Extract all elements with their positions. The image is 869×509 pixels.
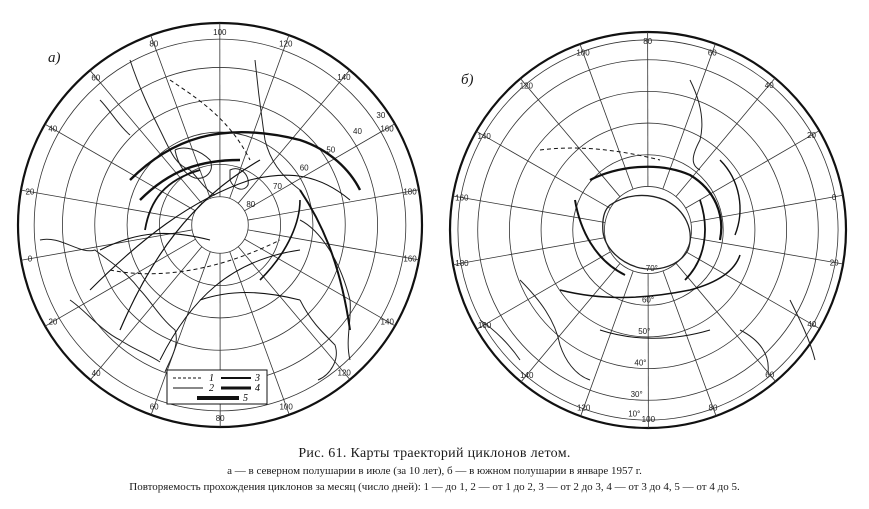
map-b-latitude-label: 70° [645, 264, 658, 274]
meridian-line [686, 252, 820, 329]
map-b-longitude-label: 100 [576, 48, 590, 58]
map-b-longitude-label: 60 [707, 48, 717, 58]
map-b-longitude-label: 180 [455, 259, 469, 269]
map-a-coastlines [40, 60, 350, 380]
map-a-longitude-label: 20 [48, 317, 58, 327]
meridian-line [453, 193, 605, 223]
map-a-longitude-label: 40 [91, 368, 101, 378]
map-b-latitude-label: 30° [630, 390, 643, 400]
legend-label-4: 4 [255, 383, 260, 394]
map-b-longitude-label: 140 [477, 131, 491, 141]
map-b-longitude-label: 20 [807, 131, 816, 141]
meridian-line [151, 35, 211, 198]
meridian-line [520, 79, 619, 197]
meridian-line [686, 131, 820, 208]
meridian-line [676, 78, 775, 196]
map-b-longitude-label: 40 [764, 80, 774, 90]
map-b-latitude-label: 50° [638, 327, 651, 337]
map-a-longitude-label: 80 [149, 39, 159, 49]
map-a-longitude-label: 80 [215, 413, 225, 423]
map-b-longitude-label: 120 [577, 403, 591, 413]
map-a-longitude-label: 100 [279, 402, 293, 412]
map-b [450, 32, 846, 428]
map-a-latitude-label: 60 [299, 163, 309, 173]
map-b-longitude-label: 100 [641, 414, 656, 424]
figure-caption-line-1: а — в северном полушарии в июле (за 10 лет), б — в южном полушарии в январе 1957 г. [227, 465, 642, 477]
legend-label-5: 5 [243, 393, 248, 404]
map-a-longitude-label: 160 [403, 254, 417, 264]
panel-label-a: а) [48, 50, 61, 66]
legend-label-3: 3 [255, 373, 260, 384]
map-b-longitude-label: 40 [807, 320, 817, 330]
meridian-line [691, 237, 843, 264]
legend-label-2: 2 [209, 383, 214, 394]
meridian-line [477, 252, 611, 329]
meridian-line [676, 263, 775, 381]
map-b-longitude-label: 20 [829, 258, 839, 268]
meridian-line [238, 247, 350, 380]
meridian-line [90, 247, 202, 380]
meridian-line [476, 131, 610, 208]
legend-label-1: 1 [209, 373, 214, 384]
meridian-line [90, 70, 202, 203]
panel-label-b: б) [461, 72, 474, 88]
map-b-longitude-label: 120 [519, 81, 533, 91]
map-a-latitude-label: 70 [273, 181, 282, 191]
map-a-longitude-label: 100 [213, 28, 227, 38]
map-a-longitude-label: 140 [380, 317, 394, 327]
map-a [18, 23, 422, 427]
figure-caption-title: Рис. 61. Карты траекторий циклонов летом. [298, 446, 571, 461]
map-a-longitude-label: 160 [380, 124, 394, 134]
map-a-longitude-labels [25, 28, 417, 423]
map-b-latitude-label: 10° [628, 409, 641, 419]
map-a-latitude-label: 40 [353, 127, 362, 137]
map-a-longitude-label: 0 [27, 254, 33, 264]
map-a-longitude-label: 60 [149, 402, 159, 412]
map-a-longitude-label: 120 [337, 368, 351, 378]
map-a-longitude-label: 180 [403, 187, 417, 197]
meridian-line [521, 263, 620, 381]
map-b-longitude-label: 160 [455, 193, 469, 203]
legend [167, 370, 267, 404]
figure-caption-line-2: Повторяемость прохождения циклонов за месяц (число дней): 1 — до 1, 2 — от 1 до 2, 3 — от 2 до 3, 4 — от 3 до 4, 5 — от 4 до 5. [129, 481, 740, 493]
map-a-longitude-label: 20 [25, 187, 35, 197]
map-a-latitude-labels [246, 111, 385, 209]
map-a-latitude-label: 50 [326, 145, 336, 155]
map-a-longitude-label: 140 [337, 73, 351, 83]
map-b-longitude-label: 0 [831, 192, 837, 202]
meridian-line [238, 70, 350, 203]
map-b-latitude-label: 40° [634, 358, 647, 368]
meridian-line [453, 238, 605, 265]
map-b-latitude-label: 60° [641, 295, 655, 305]
map-a-longitude-label: 40 [48, 124, 58, 134]
map-b-cyclone-tracks [540, 148, 740, 338]
map-b-longitude-label: 80 [643, 37, 653, 47]
map-b-graticule [453, 32, 843, 428]
map-b-longitude-label: 80 [708, 403, 718, 413]
map-b-longitude-label: 60 [765, 370, 775, 380]
map-a-longitude-label: 120 [279, 39, 293, 49]
map-b-latitude-labels [628, 264, 658, 418]
map-b-longitude-label: 140 [520, 371, 534, 381]
map-a-latitude-label: 30 [376, 111, 386, 121]
map-a-longitude-label: 60 [91, 73, 101, 83]
map-a-graticule [21, 23, 419, 427]
map-a-latitude-label: 80 [246, 200, 256, 210]
map-b-longitude-label: 160 [477, 320, 492, 330]
